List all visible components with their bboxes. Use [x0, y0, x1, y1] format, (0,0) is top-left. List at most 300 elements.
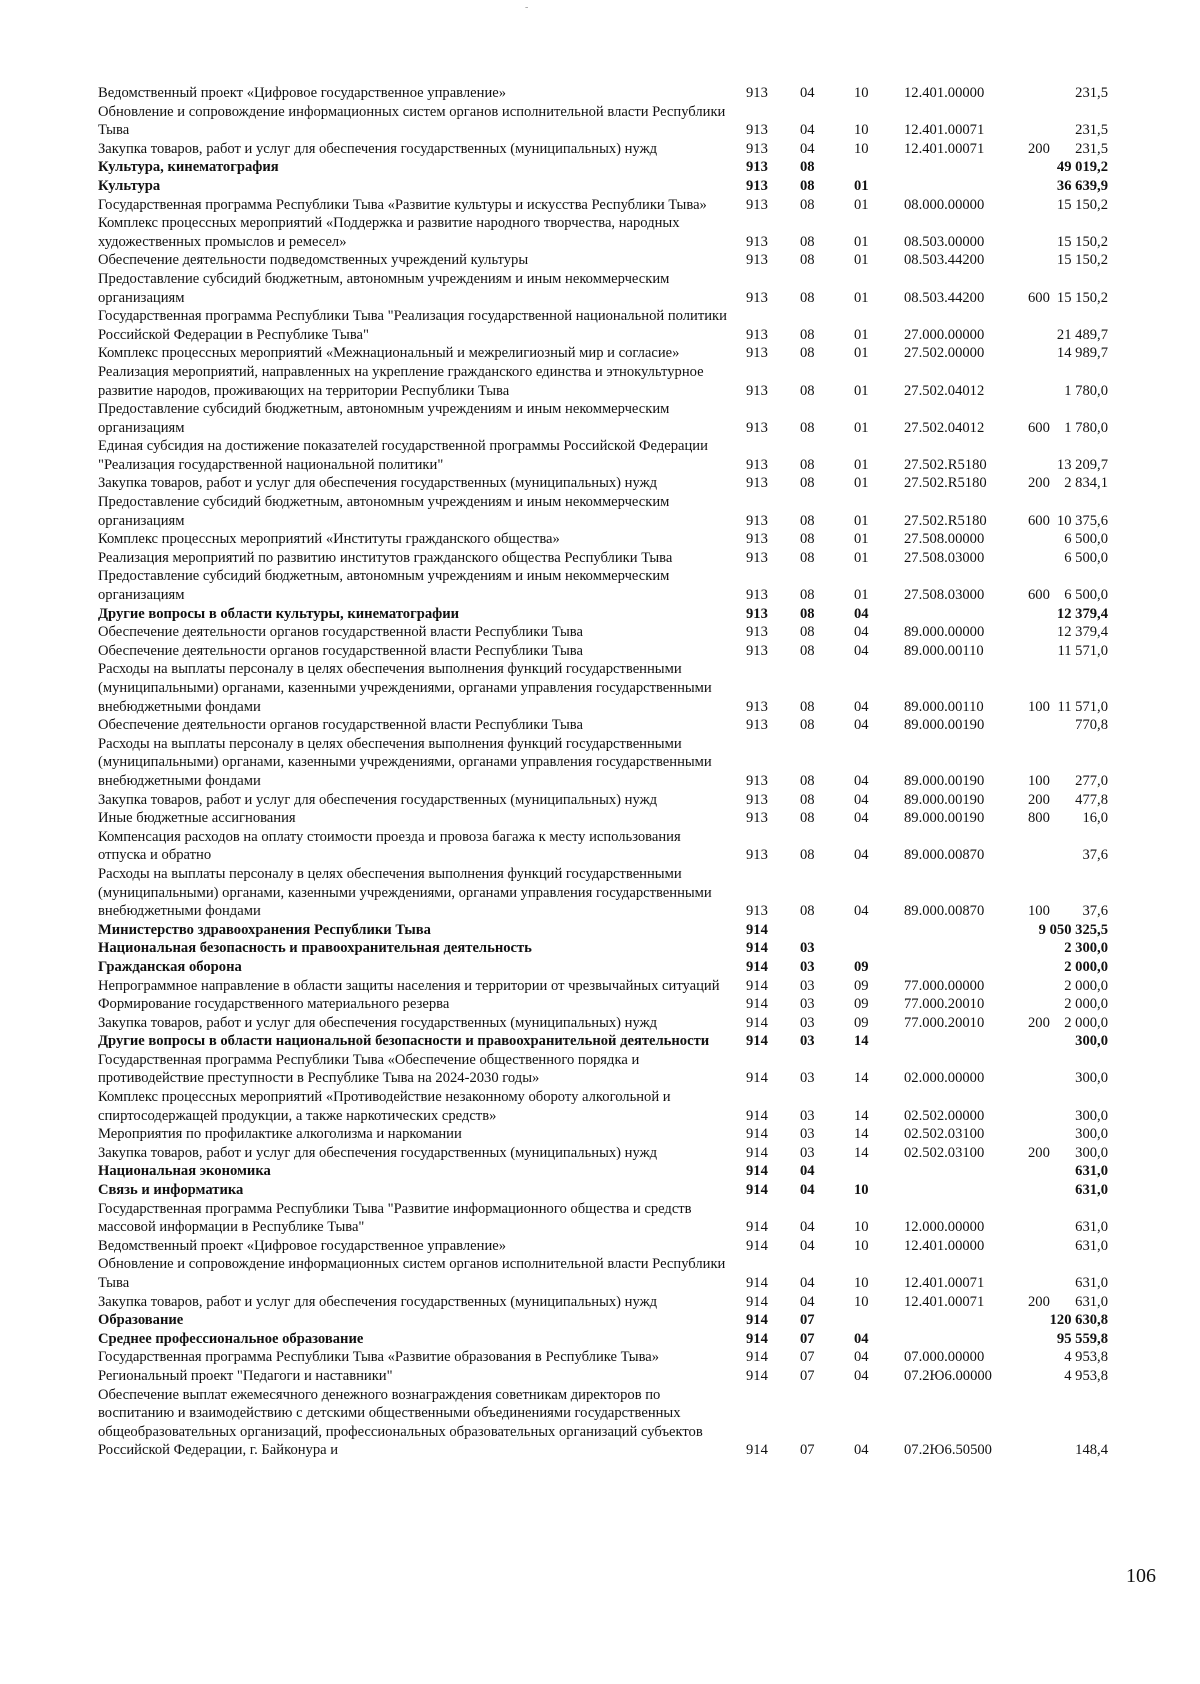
amount: 11 571,0	[1057, 698, 1108, 715]
subsection-code: 10	[854, 140, 869, 157]
subsection-code: 01	[854, 456, 869, 473]
ministry-code: 914	[746, 1312, 768, 1329]
table-row	[98, 1367, 1108, 1386]
target-article: 12.401.00000	[904, 1237, 985, 1254]
ministry-code: 913	[746, 772, 768, 789]
amount: 231,5	[1075, 85, 1108, 101]
table-row	[98, 660, 1108, 716]
section-code: 08	[800, 419, 815, 436]
amount: 631,0	[1075, 1163, 1108, 1180]
amount: 12 379,4	[1056, 605, 1108, 622]
row-name: Расходы на выплаты персоналу в целях обеспечения выполнения функций государственными (муниципальными) органами, казенными учреждениями, органами управления государственными внебюджетными фондами	[98, 661, 712, 715]
amount: 231,5	[1075, 122, 1108, 139]
subsection-code: 14	[854, 1033, 869, 1050]
row-name: Обеспечение деятельности подведомственных учреждений культуры	[98, 252, 529, 269]
subsection-code: 01	[854, 289, 869, 306]
ministry-code: 913	[746, 624, 768, 641]
target-article: 08.503.00000	[904, 233, 985, 250]
section-code: 08	[800, 847, 815, 864]
row-name: Предоставление субсидий бюджетным, автономным учреждениям и иным некоммерческим организациям	[98, 401, 670, 436]
amount: 14 989,7	[1056, 345, 1108, 362]
amount: 21 489,7	[1056, 326, 1108, 343]
expense-type: 600	[1028, 587, 1050, 604]
scan-mark: -	[525, 2, 529, 13]
subsection-code: 14	[854, 1107, 869, 1124]
subsection-code: 14	[854, 1126, 869, 1143]
target-article: 89.000.00000	[904, 624, 985, 641]
amount: 16,0	[1082, 810, 1108, 827]
ministry-code: 913	[746, 531, 768, 548]
amount: 13 209,7	[1056, 456, 1108, 473]
amount: 120 630,8	[1049, 1312, 1108, 1329]
ministry-code: 914	[746, 996, 768, 1013]
ministry-code: 913	[746, 475, 768, 492]
expense-type: 600	[1028, 512, 1050, 529]
subsection-code: 10	[854, 1293, 869, 1310]
section-code: 08	[800, 549, 815, 566]
subsection-code: 04	[854, 1349, 869, 1366]
subsection-code: 14	[854, 1070, 869, 1087]
section-code: 08	[800, 642, 815, 659]
amount: 1 780,0	[1064, 382, 1108, 399]
target-article: 89.000.00110	[904, 698, 984, 715]
subsection-code: 01	[854, 382, 869, 399]
row-name: Предоставление субсидий бюджетным, автономным учреждениям и иным некоммерческим организациям	[98, 568, 670, 604]
target-article: 02.502.03100	[904, 1126, 985, 1143]
section-code: 03	[800, 977, 815, 994]
table-row	[98, 437, 1108, 474]
target-article: 02.000.00000	[904, 1070, 985, 1087]
amount: 631,0	[1075, 1293, 1108, 1310]
subsection-code: 14	[854, 1144, 869, 1161]
ministry-code: 913	[746, 791, 768, 808]
row-name: Министерство здравоохранения Республики Тыва	[98, 921, 431, 938]
subsection-code: 04	[854, 810, 869, 827]
row-name: Компенсация расходов на оплату стоимости проезда и провоза багажа к месту использования отпуска и обратно	[98, 828, 681, 864]
amount: 2 000,0	[1064, 977, 1108, 994]
row-name: Национальная экономика	[98, 1163, 271, 1180]
section-code: 08	[800, 772, 815, 789]
table-row	[98, 344, 1108, 363]
row-name: Образование	[98, 1312, 184, 1329]
amount: 2 000,0	[1064, 996, 1108, 1013]
table-row	[98, 1181, 1108, 1200]
ministry-code: 913	[746, 903, 768, 920]
ministry-code: 914	[746, 940, 768, 957]
table-row	[98, 1032, 1108, 1051]
ministry-code: 914	[746, 1163, 768, 1180]
target-article: 27.508.03000	[904, 587, 985, 604]
amount: 2 000,0	[1064, 958, 1108, 975]
ministry-code: 914	[746, 1219, 768, 1236]
section-code: 03	[800, 958, 815, 975]
row-name: Среднее профессиональное образование	[98, 1330, 364, 1347]
row-name: Ведомственный проект «Цифровое государственное управление»	[98, 85, 507, 101]
table-row	[98, 1162, 1108, 1181]
table-row	[98, 549, 1108, 568]
subsection-code: 01	[854, 531, 869, 548]
ministry-code: 914	[746, 1367, 768, 1384]
ministry-code: 913	[746, 177, 768, 194]
target-article: 89.000.00190	[904, 791, 985, 808]
ministry-code: 913	[746, 419, 768, 436]
target-article: 02.502.00000	[904, 1107, 985, 1124]
subsection-code: 09	[854, 996, 869, 1013]
amount: 2 834,1	[1064, 475, 1108, 492]
section-code: 07	[800, 1442, 815, 1459]
table-row	[98, 214, 1108, 251]
target-article: 08.503.44200	[904, 289, 985, 306]
subsection-code: 01	[854, 419, 869, 436]
ministry-code: 914	[746, 1070, 768, 1087]
subsection-code: 01	[854, 512, 869, 529]
amount: 10 375,6	[1056, 512, 1108, 529]
table-row	[98, 958, 1108, 977]
target-article: 12.401.00071	[904, 122, 985, 139]
section-code: 04	[800, 1237, 815, 1254]
table-row	[98, 1125, 1108, 1144]
amount: 148,4	[1075, 1442, 1108, 1459]
subsection-code: 04	[854, 903, 869, 920]
ministry-code: 913	[746, 85, 768, 101]
amount: 4 953,8	[1064, 1349, 1108, 1366]
section-code: 03	[800, 1070, 815, 1087]
target-article: 77.000.20010	[904, 996, 985, 1013]
section-code: 08	[800, 196, 815, 213]
target-article: 12.000.00000	[904, 1219, 985, 1236]
subsection-code: 04	[854, 605, 869, 622]
row-name: Иные бюджетные ассигнования	[98, 810, 296, 827]
expense-type: 200	[1028, 791, 1050, 808]
row-name: Государственная программа Республики Тыва «Развитие культуры и искусства Республики Тыва»	[98, 196, 707, 213]
amount: 477,8	[1075, 791, 1108, 808]
ministry-code: 914	[746, 1442, 768, 1459]
subsection-code: 09	[854, 1014, 869, 1031]
table-row	[98, 307, 1108, 344]
section-code: 08	[800, 903, 815, 920]
amount: 37,6	[1082, 847, 1108, 864]
ministry-code: 913	[746, 196, 768, 213]
subsection-code: 10	[854, 1182, 869, 1199]
table-row	[98, 1255, 1108, 1292]
table-row	[98, 995, 1108, 1014]
target-article: 27.502.04012	[904, 419, 985, 436]
section-code: 08	[800, 456, 815, 473]
subsection-code: 04	[854, 642, 869, 659]
ministry-code: 914	[746, 921, 768, 938]
table-row	[98, 623, 1108, 642]
target-article: 77.000.20010	[904, 1014, 985, 1031]
section-code: 08	[800, 531, 815, 548]
subsection-code: 01	[854, 196, 869, 213]
section-code: 08	[800, 717, 815, 734]
target-article: 27.502.00000	[904, 345, 985, 362]
target-article: 12.401.00071	[904, 1275, 985, 1291]
table-row	[98, 400, 1108, 437]
row-name: Культура	[98, 177, 161, 194]
row-name: Закупка товаров, работ и услуг для обеспечения государственных (муниципальных) нужд	[98, 1293, 658, 1310]
section-code: 07	[800, 1367, 815, 1384]
ministry-code: 914	[746, 1275, 768, 1291]
ministry-code: 914	[746, 1144, 768, 1161]
row-name: Мероприятия по профилактике алкоголизма и наркомании	[98, 1126, 462, 1143]
row-name: Связь и информатика	[98, 1182, 244, 1199]
target-article: 89.000.00870	[904, 847, 985, 864]
section-code: 03	[800, 1144, 815, 1161]
target-article: 07.000.00000	[904, 1349, 985, 1366]
ministry-code: 914	[746, 1182, 768, 1199]
amount: 2 000,0	[1064, 1014, 1108, 1031]
ministry-code: 913	[746, 587, 768, 604]
target-article: 27.502.04012	[904, 382, 985, 399]
table-row	[98, 605, 1108, 624]
row-name: Предоставление субсидий бюджетным, автономным учреждениям и иным некоммерческим организациям	[98, 270, 670, 306]
subsection-code: 01	[854, 233, 869, 250]
section-code: 08	[800, 624, 815, 641]
section-code: 07	[800, 1312, 815, 1329]
table-row	[98, 716, 1108, 735]
subsection-code: 10	[854, 85, 869, 101]
row-name: Закупка товаров, работ и услуг для обеспечения государственных (муниципальных) нужд	[98, 1014, 658, 1031]
amount: 1 780,0	[1064, 419, 1108, 436]
section-code: 04	[800, 85, 815, 101]
ministry-code: 914	[746, 958, 768, 975]
section-code: 03	[800, 996, 815, 1013]
target-article: 02.502.03100	[904, 1144, 985, 1161]
section-code: 04	[800, 1182, 815, 1199]
row-name: Расходы на выплаты персоналу в целях обеспечения выполнения функций государственными (муниципальными) органами, казенными учреждениями, органами управления государственными внебюджетными фондами	[98, 735, 712, 789]
amount: 300,0	[1075, 1107, 1108, 1124]
amount: 300,0	[1075, 1070, 1108, 1087]
section-code: 08	[800, 177, 815, 194]
ministry-code: 914	[746, 1349, 768, 1366]
amount: 49 019,2	[1056, 159, 1108, 176]
row-name: Формирование государственного материального резерва	[98, 996, 450, 1013]
expense-type: 100	[1028, 772, 1050, 789]
expense-type: 600	[1028, 289, 1050, 306]
target-article: 27.502.R5180	[904, 512, 987, 529]
target-article: 89.000.00870	[904, 903, 985, 920]
subsection-code: 10	[854, 1237, 869, 1254]
section-code: 03	[800, 1107, 815, 1124]
ministry-code: 914	[746, 1126, 768, 1143]
ministry-code: 913	[746, 233, 768, 250]
row-name: Государственная программа Республики Тыва «Обеспечение общественного порядка и противодействие преступности в Республике Тыва на 2024-2030 годы»	[98, 1051, 640, 1087]
subsection-code: 09	[854, 958, 869, 975]
expense-type: 200	[1028, 1144, 1050, 1161]
section-code: 08	[800, 587, 815, 604]
table-row	[98, 177, 1108, 196]
ministry-code: 914	[746, 977, 768, 994]
subsection-code: 04	[854, 717, 869, 734]
table-row	[98, 270, 1108, 307]
table-row	[98, 735, 1108, 791]
section-code: 03	[800, 940, 815, 957]
amount: 15 150,2	[1056, 233, 1108, 250]
subsection-code: 04	[854, 698, 869, 715]
table-row	[98, 1237, 1108, 1256]
ministry-code: 913	[746, 382, 768, 399]
section-code: 04	[800, 1293, 815, 1310]
amount: 300,0	[1075, 1126, 1108, 1143]
table-row	[98, 1348, 1108, 1367]
subsection-code: 04	[854, 791, 869, 808]
target-article: 12.401.00000	[904, 85, 985, 101]
table-row	[98, 363, 1108, 400]
section-code: 04	[800, 1219, 815, 1236]
section-code: 03	[800, 1014, 815, 1031]
target-article: 89.000.00190	[904, 810, 985, 827]
row-name: Обеспечение деятельности органов государственной власти Республики Тыва	[98, 717, 583, 734]
section-code: 04	[800, 1275, 815, 1291]
section-code: 07	[800, 1330, 815, 1347]
section-code: 08	[800, 475, 815, 492]
ministry-code: 913	[746, 717, 768, 734]
subsection-code: 01	[854, 587, 869, 604]
expense-type: 200	[1028, 140, 1050, 157]
row-name: Единая субсидия на достижение показателей государственной программы Российской Федерации "Реализация государственной национальной политики"	[98, 438, 708, 473]
table-row	[98, 1311, 1108, 1330]
row-name: Обеспечение деятельности органов государственной власти Республики Тыва	[98, 642, 583, 659]
ministry-code: 913	[746, 252, 768, 269]
section-code: 08	[800, 233, 815, 250]
row-name: Государственная программа Республики Тыва «Развитие образования в Республике Тыва»	[98, 1349, 660, 1366]
amount: 15 150,2	[1056, 252, 1108, 269]
amount: 37,6	[1082, 903, 1108, 920]
target-article: 27.508.00000	[904, 531, 985, 548]
page-number: 106	[1126, 1565, 1156, 1587]
expense-type: 100	[1028, 903, 1050, 920]
subsection-code: 10	[854, 1275, 869, 1291]
target-article: 77.000.00000	[904, 977, 985, 994]
amount: 95 559,8	[1056, 1330, 1108, 1347]
row-name: Культура, кинематография	[98, 159, 279, 176]
ministry-code: 913	[746, 549, 768, 566]
table-row	[98, 567, 1108, 604]
table-row	[98, 530, 1108, 549]
section-code: 08	[800, 605, 815, 622]
table-row	[98, 642, 1108, 661]
table-row	[98, 84, 1108, 103]
ministry-code: 913	[746, 326, 768, 343]
row-name: Государственная программа Республики Тыва "Развитие информационного общества и средств массовой информации в Республике Тыва"	[98, 1200, 692, 1236]
ministry-code: 913	[746, 810, 768, 827]
amount: 231,5	[1075, 140, 1108, 157]
target-article: 12.401.00071	[904, 1293, 985, 1310]
expense-type: 200	[1028, 1293, 1050, 1310]
ministry-code: 913	[746, 456, 768, 473]
amount: 4 953,8	[1064, 1367, 1108, 1384]
section-code: 04	[800, 1163, 815, 1180]
subsection-code: 04	[854, 772, 869, 789]
amount: 6 500,0	[1064, 531, 1108, 548]
table-row	[98, 103, 1108, 140]
target-article: 89.000.00190	[904, 772, 985, 789]
table-row	[98, 921, 1108, 940]
table-row	[98, 809, 1108, 828]
ministry-code: 913	[746, 159, 768, 176]
amount: 631,0	[1075, 1275, 1108, 1291]
table-row	[98, 1051, 1108, 1088]
target-article: 27.000.00000	[904, 326, 985, 343]
target-article: 27.502.R5180	[904, 456, 987, 473]
row-name: Другие вопросы в области национальной безопасности и правоохранительной деятельности	[98, 1033, 710, 1050]
row-name: Непрограммное направление в области защиты населения и территории от чрезвычайных ситуаций	[98, 977, 720, 994]
target-article: 27.502.R5180	[904, 475, 987, 492]
target-article: 27.508.03000	[904, 549, 985, 566]
subsection-code: 10	[854, 1219, 869, 1236]
section-code: 03	[800, 1033, 815, 1050]
amount: 12 379,4	[1056, 624, 1108, 641]
expense-type: 200	[1028, 1014, 1050, 1031]
row-name: Обновление и сопровождение информационных систем органов исполнительной власти Республики Тыва	[98, 103, 726, 139]
subsection-code: 04	[854, 1442, 869, 1459]
table-row	[98, 493, 1108, 530]
amount: 300,0	[1075, 1033, 1108, 1050]
amount: 6 500,0	[1064, 587, 1108, 604]
table-row	[98, 251, 1108, 270]
section-code: 08	[800, 345, 815, 362]
ministry-code: 913	[746, 122, 768, 139]
subsection-code: 01	[854, 177, 869, 194]
amount: 631,0	[1075, 1219, 1108, 1236]
subsection-code: 01	[854, 345, 869, 362]
section-code: 03	[800, 1126, 815, 1143]
section-code: 08	[800, 791, 815, 808]
subsection-code: 10	[854, 122, 869, 139]
ministry-code: 913	[746, 140, 768, 157]
table-row	[98, 1014, 1108, 1033]
amount: 770,8	[1075, 717, 1108, 734]
table-row	[98, 1386, 1108, 1460]
subsection-code: 09	[854, 977, 869, 994]
row-name: Обеспечение деятельности органов государственной власти Республики Тыва	[98, 624, 583, 641]
section-code: 08	[800, 326, 815, 343]
row-name: Обновление и сопровождение информационных систем органов исполнительной власти Республики Тыва	[98, 1256, 726, 1291]
table-row	[98, 939, 1108, 958]
ministry-code: 914	[746, 1293, 768, 1310]
row-name: Расходы на выплаты персоналу в целях обеспечения выполнения функций государственными (муниципальными) органами, казенными учреждениями, органами управления государственными внебюджетными фондами	[98, 865, 712, 920]
table-row	[98, 977, 1108, 996]
table-row	[98, 1330, 1108, 1349]
row-name: Закупка товаров, работ и услуг для обеспечения государственных (муниципальных) нужд	[98, 791, 658, 808]
table-row	[98, 1088, 1108, 1125]
target-article: 08.000.00000	[904, 196, 985, 213]
row-name: Реализация мероприятий по развитию институтов гражданского общества Республики Тыва	[98, 549, 673, 566]
section-code: 08	[800, 810, 815, 827]
expense-type: 100	[1028, 698, 1050, 715]
amount: 15 150,2	[1056, 196, 1108, 213]
table-row	[98, 1293, 1108, 1312]
ministry-code: 914	[746, 1033, 768, 1050]
subsection-code: 04	[854, 847, 869, 864]
ministry-code: 913	[746, 698, 768, 715]
table-row	[98, 1144, 1108, 1163]
amount: 15 150,2	[1056, 289, 1108, 306]
table-row	[98, 140, 1108, 159]
target-article: 89.000.00110	[904, 642, 984, 659]
section-code: 04	[800, 140, 815, 157]
target-article: 12.401.00071	[904, 140, 985, 157]
row-name: Государственная программа Республики Тыва "Реализация государственной национальной политики Российской Федерации в Республике Тыва"	[98, 308, 727, 343]
row-name: Комплекс процессных мероприятий «Поддержка и развитие народного творчества, народных художественных промыслов и ремесел»	[98, 215, 680, 250]
row-name: Обеспечение выплат ежемесячного денежного вознаграждения советникам директоров по воспитанию и взаимодействию с детскими общественными объединениями государственных общеобразовательных организаций, профессиональных образовательных организаций субъектов Российской Федерации, г. Байконура и	[98, 1386, 703, 1459]
section-code: 08	[800, 159, 815, 176]
row-name: Закупка товаров, работ и услуг для обеспечения государственных (муниципальных) нужд	[98, 1144, 658, 1161]
row-name: Закупка товаров, работ и услуг для обеспечения государственных (муниципальных) нужд	[98, 475, 658, 492]
amount: 36 639,9	[1056, 177, 1108, 194]
row-name: Национальная безопасность и правоохранительная деятельность	[98, 940, 532, 957]
